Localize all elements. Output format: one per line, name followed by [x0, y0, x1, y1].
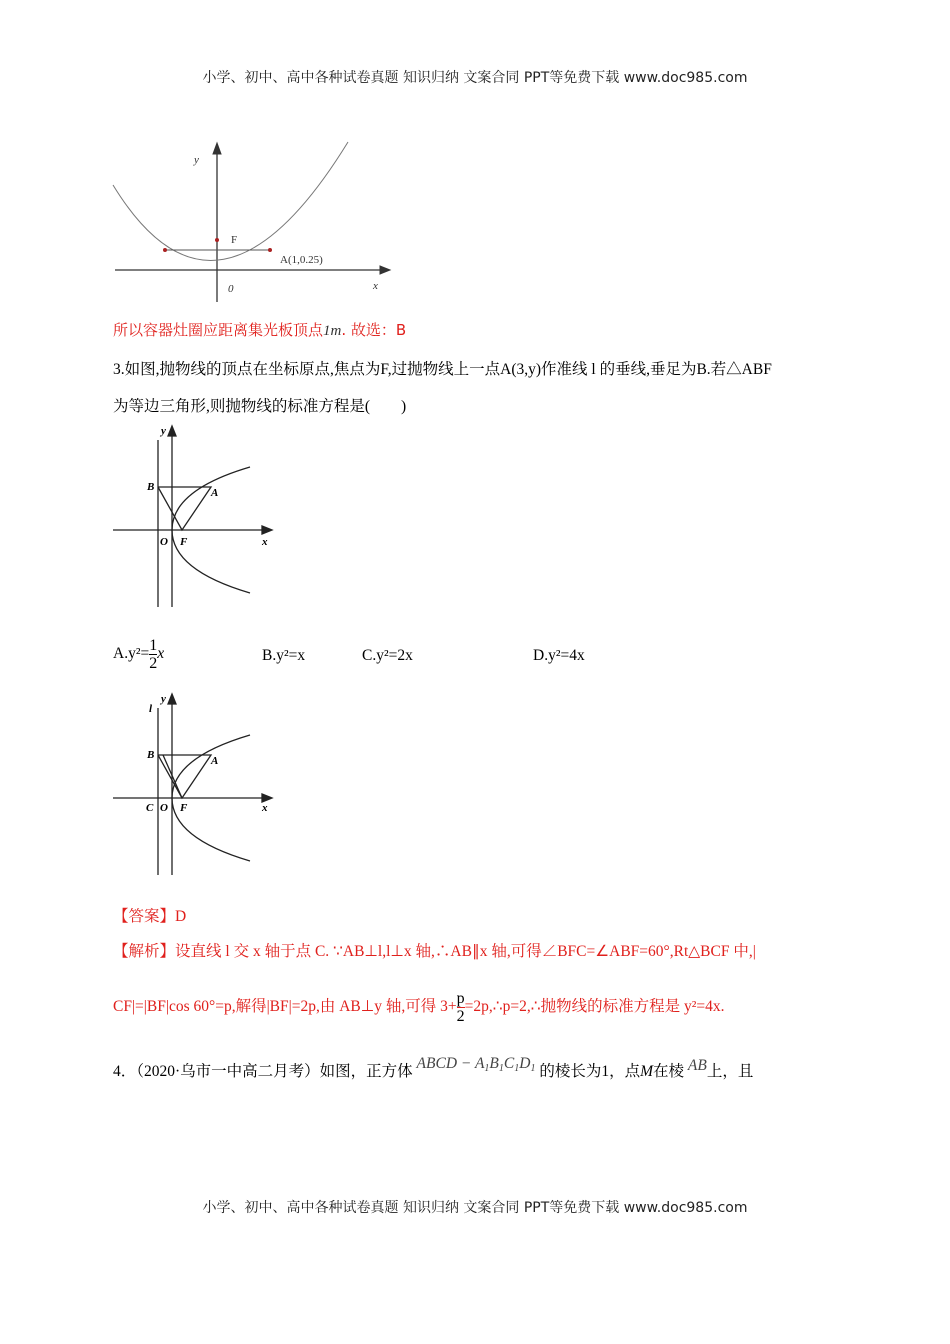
focus-label: F — [180, 802, 188, 814]
option-c: C.y²=2x — [362, 647, 413, 664]
focus-label: F — [231, 234, 238, 246]
conclusion-value: 1m — [323, 323, 342, 339]
point-m: M — [640, 1063, 653, 1080]
option-a — [113, 637, 164, 672]
analysis-text-1: 设直线 l 交 x 轴于点 C. ∵AB⊥l,l⊥x 轴,∴AB∥x 轴,可得∠BFC=∠ABF=60°,Rt△BCF 中,| — [175, 943, 756, 960]
denominator: 2 — [149, 655, 158, 672]
analysis-line-1 — [113, 939, 756, 961]
question-3-line-2: 为等边三角形,则抛物线的标准方程是( ) — [113, 398, 407, 415]
page-header: 小学、初中、高中各种试卷真题 知识归纳 文案合同 PPT等免费下载 www.doc985.com — [202, 70, 748, 86]
figure-parabola-3 — [113, 693, 272, 875]
axis-label-x: x — [262, 802, 268, 814]
option-a-tail: x — [157, 645, 165, 663]
point-a-label: A(1,0.25) — [280, 254, 323, 266]
option-a-text: A.y²= — [113, 645, 150, 663]
subscript: 1 — [498, 1063, 504, 1074]
analysis-text-2a: CF|=|BF|cos 60°=p,解得|BF|=2p,由 AB⊥y 轴,可得 3+ — [113, 998, 457, 1016]
option-b: B.y²=x — [262, 647, 306, 664]
analysis-line-2 — [113, 990, 725, 1025]
origin-label: O — [160, 802, 168, 814]
point-b-label: B — [147, 749, 155, 761]
previous-conclusion — [113, 319, 406, 340]
fraction — [457, 990, 465, 1025]
vertex: D — [519, 1055, 531, 1072]
question-3-line-1: 3.如图,抛物线的顶点在坐标原点,焦点为F,过抛物线上一点A(3,y)作准线 l 的垂线,垂足为B.若△ABF — [113, 361, 772, 378]
page-footer: 小学、初中、高中各种试卷真题 知识归纳 文案合同 PPT等免费下载 www.doc985.com — [202, 1200, 748, 1216]
q4-text-a: 4．（2020·乌市一中高二月考）如图，正方体 — [113, 1063, 413, 1080]
axis-label-x: x — [373, 280, 378, 292]
subscript: 1 — [530, 1063, 536, 1074]
answer — [113, 904, 186, 926]
numerator: 1 — [149, 637, 158, 654]
q4-text-b: 的棱长为1，点 — [539, 1063, 641, 1080]
subscript: 1 — [484, 1063, 490, 1074]
answer-value: D — [175, 908, 187, 925]
cube-name: ABCD − A — [416, 1055, 485, 1072]
figure-parabola-1 — [113, 142, 390, 302]
focus-label: F — [180, 536, 188, 548]
question-4 — [113, 1055, 753, 1081]
option-d: D.y²=4x — [533, 647, 585, 664]
conclusion-tail: . 故选：B — [341, 321, 407, 339]
point-b-label: B — [147, 481, 155, 493]
axis-label-y: y — [194, 154, 199, 166]
figure-parabola-2 — [113, 425, 272, 607]
axis-label-x: x — [262, 536, 268, 548]
answer-label: 【答案】 — [113, 908, 176, 925]
line-l-label: l — [149, 703, 153, 715]
analysis-label: 【解析】 — [113, 943, 176, 960]
denominator: 2 — [456, 1008, 465, 1025]
point-a-label: A — [211, 487, 219, 499]
point-c-label: C — [146, 802, 154, 814]
axis-label-y: y — [161, 425, 166, 437]
q4-text-d: 上，且 — [706, 1063, 754, 1080]
conclusion-text: 所以容器灶圈应距离集光板顶点 — [113, 321, 324, 339]
q4-text-c: 在棱 — [653, 1063, 685, 1080]
vertex: C — [503, 1055, 515, 1072]
vertex: B — [489, 1055, 499, 1072]
numerator: p — [456, 990, 465, 1007]
subscript: 1 — [514, 1063, 520, 1074]
analysis-text-2b: =2p,∴p=2,∴抛物线的标准方程是 y²=4x. — [464, 998, 725, 1016]
origin-label: 0 — [228, 283, 234, 295]
edge-ab: AB — [687, 1057, 707, 1074]
origin-label: O — [160, 536, 168, 548]
axis-label-y: y — [161, 693, 166, 705]
point-a-label: A — [211, 755, 219, 767]
